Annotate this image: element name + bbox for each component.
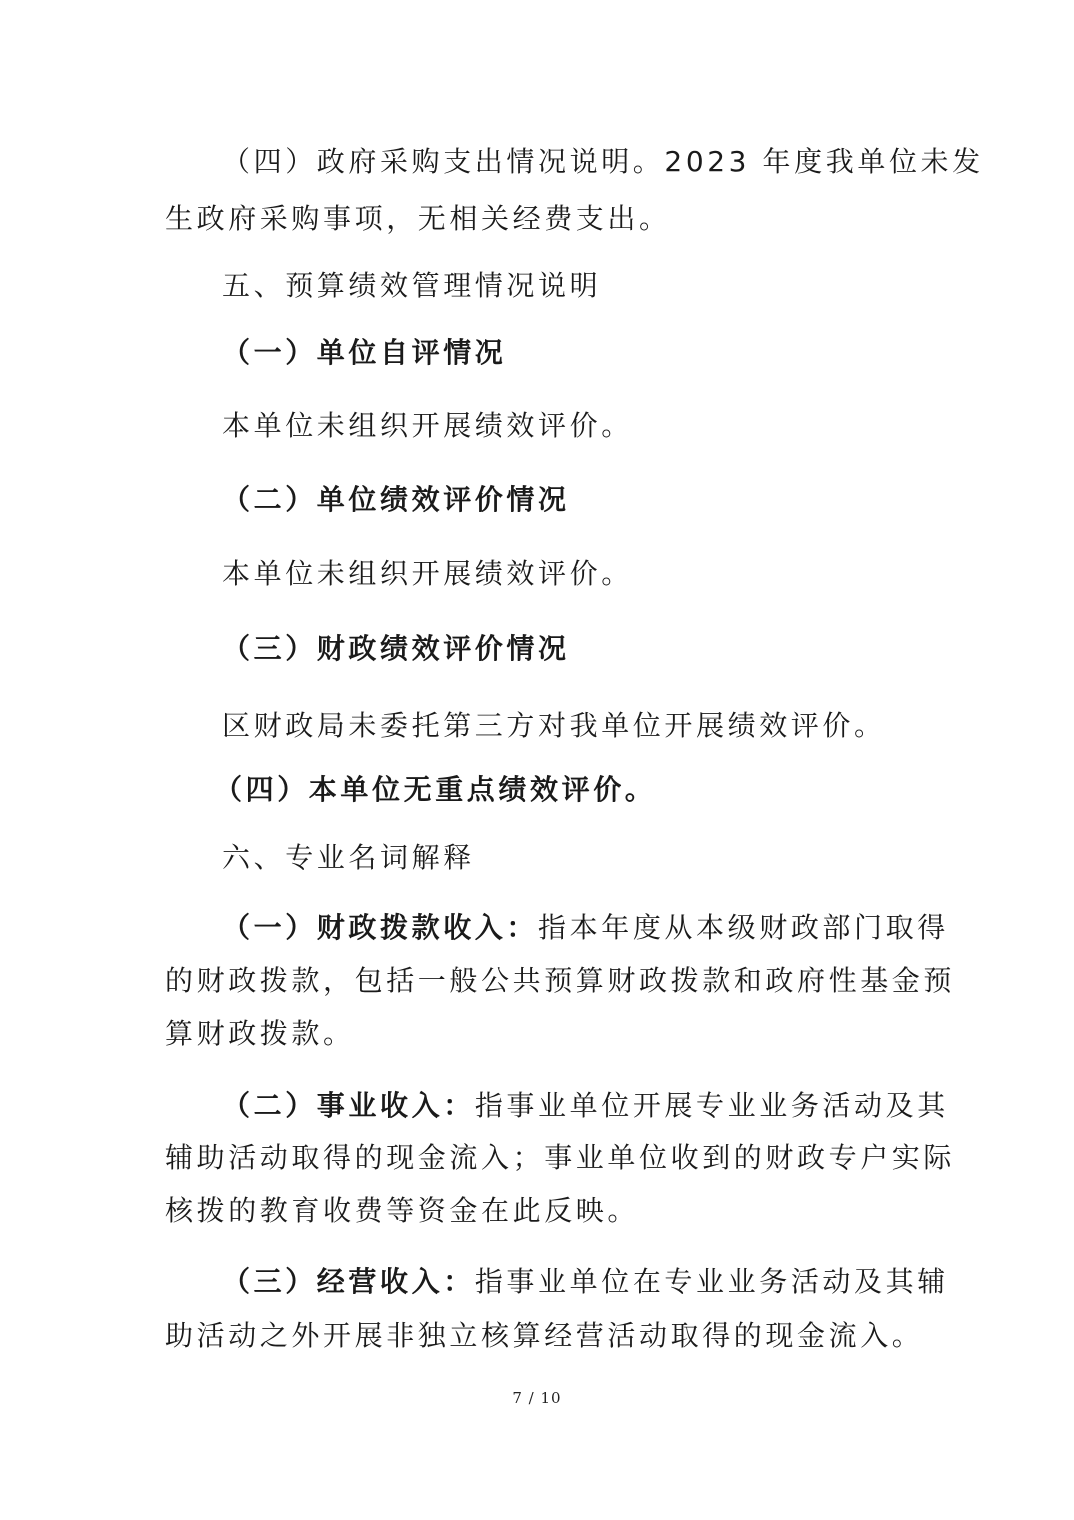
finance-evaluation-body: 区财政局未委托第三方对我单位开展绩效评价。	[222, 709, 886, 742]
subheading-self-evaluation: （一）单位自评情况	[222, 336, 507, 369]
term-business-income-text-1: 指事业单位开展专业业务活动及其	[474, 1089, 949, 1122]
term-business-income-line-3: 核拨的教育收费等资金在此反映。	[165, 1194, 640, 1227]
subheading-key-evaluation: （四）本单位无重点绩效评价。	[214, 773, 657, 806]
term-fiscal-income-text-1: 指本年度从本级财政部门取得	[538, 911, 949, 944]
page-number: 7 / 10	[512, 1389, 562, 1407]
self-evaluation-body: 本单位未组织开展绩效评价。	[222, 409, 633, 442]
section-heading-6: 六、专业名词解释	[222, 841, 475, 874]
section-heading-5: 五、预算绩效管理情况说明	[222, 269, 602, 302]
subheading-finance-evaluation: （三）财政绩效评价情况	[222, 632, 570, 665]
term-business-income-line-2: 辅助活动取得的现金流入；事业单位收到的财政专户实际	[165, 1141, 956, 1174]
term-business-income-line-1	[222, 1086, 949, 1126]
term-fiscal-income-line-2: 的财政拨款，包括一般公共预算财政拨款和政府性基金预	[165, 964, 956, 997]
term-operating-income-line-1	[222, 1262, 949, 1302]
term-fiscal-income-line-1	[222, 908, 949, 948]
subheading-unit-evaluation: （二）单位绩效评价情况	[222, 483, 570, 516]
term-operating-income-label: （三）经营收入：	[222, 1265, 475, 1298]
procurement-line-1: （四）政府采购支出情况说明。2023 年度我单位未发	[222, 145, 984, 178]
term-operating-income-text-1: 指事业单位在专业业务活动及其辅	[474, 1265, 949, 1298]
procurement-line-2: 生政府采购事项，无相关经费支出。	[165, 202, 671, 235]
term-business-income-label: （二）事业收入：	[222, 1089, 475, 1122]
unit-evaluation-body: 本单位未组织开展绩效评价。	[222, 557, 633, 590]
term-fiscal-income-label: （一）财政拨款收入：	[222, 911, 539, 944]
term-operating-income-line-2: 助活动之外开展非独立核算经营活动取得的现金流入。	[165, 1319, 924, 1352]
term-fiscal-income-line-3: 算财政拨款。	[165, 1017, 355, 1050]
